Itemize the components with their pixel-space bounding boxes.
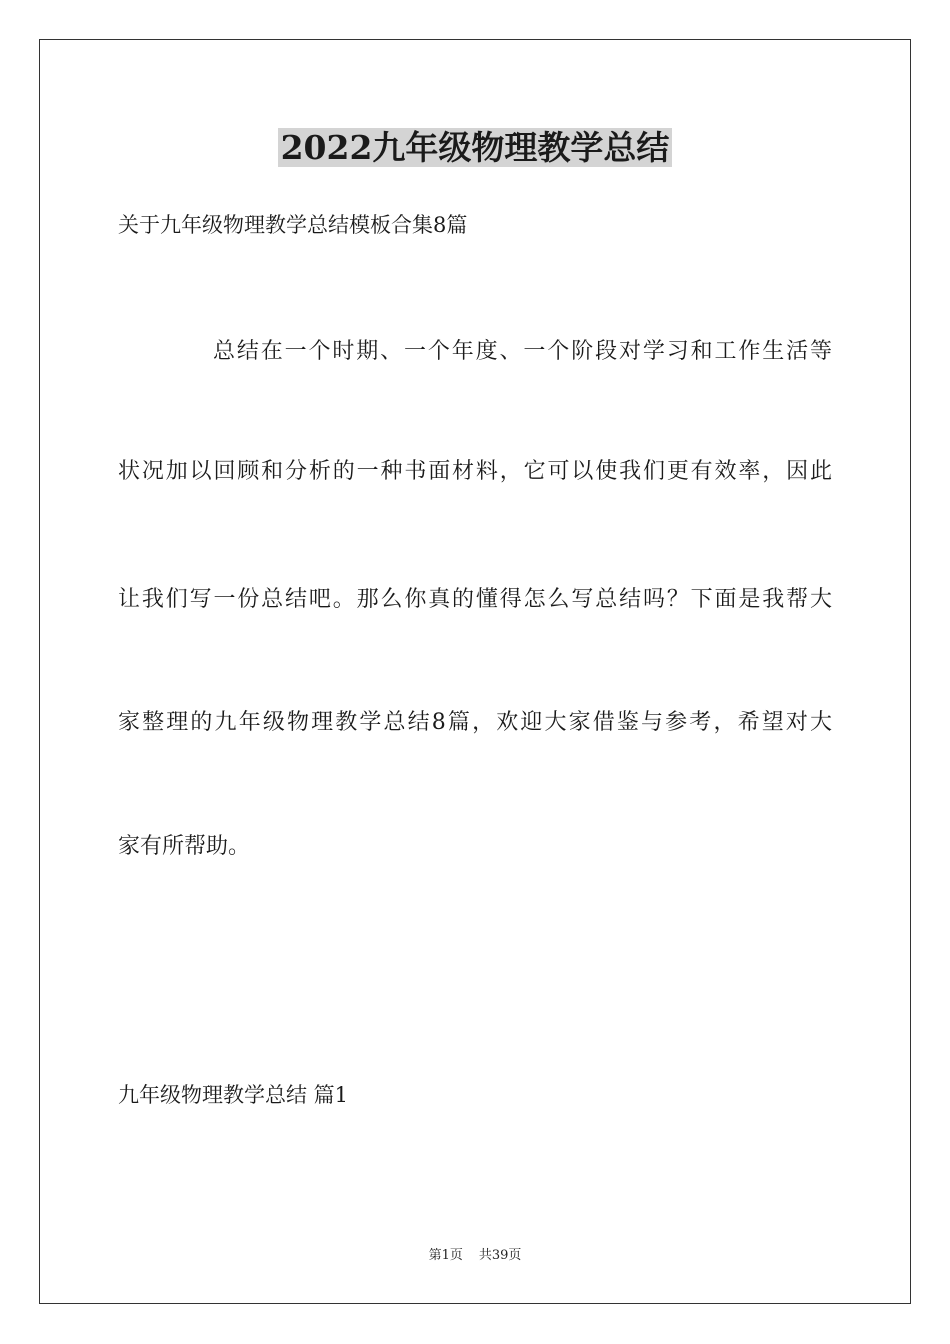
intro-line-4: 家整理的九年级物理教学总结8篇，欢迎大家借鉴与参考，希望对大: [118, 710, 832, 735]
intro-line-3: 让我们写一份总结吧。那么你真的懂得怎么写总结吗？下面是我帮大: [118, 587, 832, 612]
document-subtitle: 关于九年级物理教学总结模板合集8篇: [118, 213, 468, 237]
section-heading: 九年级物理教学总结 篇1: [118, 1083, 349, 1107]
document-title-text: 2022九年级物理教学总结: [278, 128, 673, 167]
intro-line-1: 总结在一个时期、一个年度、一个阶段对学习和工作生活等: [213, 339, 832, 364]
page-footer: [0, 1246, 950, 1266]
intro-line-5: 家有所帮助。: [118, 834, 251, 859]
document-title: [0, 126, 950, 170]
page-total: 共39页: [478, 1248, 522, 1263]
intro-line-2: 状况加以回顾和分析的一种书面材料，它可以使我们更有效率，因此: [118, 459, 832, 484]
page-number: 第1页: [428, 1248, 463, 1263]
